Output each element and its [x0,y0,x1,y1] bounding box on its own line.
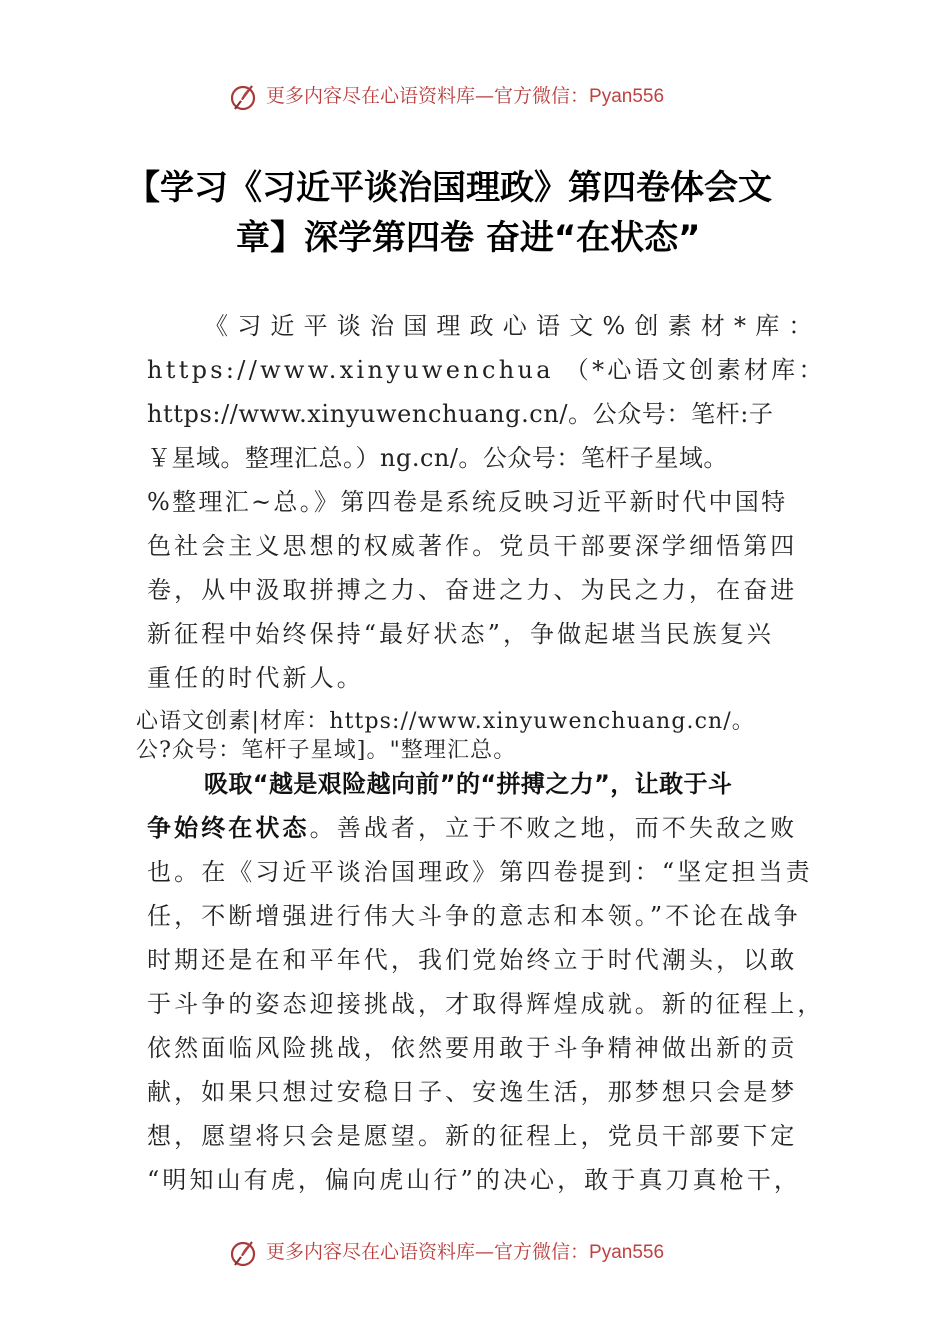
para2-heading-end: 争始终在状态 [147,814,310,842]
feather-logo-icon [226,82,260,112]
para2-heading-line: 吸取“越是艰险越向前”的“拼搏之力”，让敢于斗 [204,770,733,798]
para1-line: 卷，从中汲取拼搏之力、奋进之力、为民之力，在奋进 [147,576,798,604]
para1-line: ￥星域。整理汇总。）ng.cn/。公众号：笔杆子星域。 [147,444,728,472]
para2-line [147,812,797,844]
document-title-line-2: 章】深学第四卷 奋进“在状态” [236,218,701,258]
banner-label: 更多内容尽在心语资料库—官方微信： [266,1241,590,1263]
banner-text [266,82,664,111]
para1-line: %整理汇~总。》第四卷是系统反映习近平新时代中国特 [147,488,788,516]
para1-line: 《习近平谈治国理政心语文%创素材*库： [204,312,822,340]
para1-line: https://www.xinyuwenchua （*心语文创素材库： [147,356,826,384]
document-title-line-1: 【学习《习近平谈治国理政》第四卷体会文 [126,168,772,208]
para2-line: 于斗争的姿态迎接挑战，才取得辉煌成就。新的征程上， [147,990,825,1018]
watermark-banner-bottom [0,1232,950,1272]
para1-line: 新征程中始终保持“最好状态”，争做起堪当民族复兴 [147,620,774,648]
para1-line: 色社会主义思想的权威著作。党员干部要深学细悟第四 [147,532,798,560]
feather-logo-icon [226,1238,260,1268]
para1-line: https://www.xinyuwenchuang.cn/。公众号：笔杆:子 [147,400,774,428]
note-line: 公?众号：笔杆子星域]。"整理汇总。 [136,738,517,763]
watermark-banner-top [0,76,950,116]
wechat-id: Pyan556 [589,86,665,107]
para2-line: 依然面临风险挑战，依然要用敢于斗争精神做出新的贡 [147,1034,798,1062]
wechat-id: Pyan556 [589,1242,665,1263]
para2-line: 献，如果只想过安稳日子、安逸生活，那梦想只会是梦 [147,1078,798,1106]
para2-line: 想，愿望将只会是愿望。新的征程上，党员干部要下定 [147,1122,798,1150]
para2-text: 。善战者，立于不败之地，而不失敌之败 [309,814,798,842]
para2-line: 时期还是在和平年代，我们党始终立于时代潮头，以敢 [147,946,798,974]
para2-line: 也。在《习近平谈治国理政》第四卷提到：“坚定担当责 [147,858,813,886]
para2-line: “明知山有虎，偏向虎山行”的决心，敢于真刀真枪干， [147,1166,802,1194]
banner-text [266,1238,664,1267]
para1-line: 重任的时代新人。 [147,664,364,692]
banner-label: 更多内容尽在心语资料库—官方微信： [266,85,590,107]
note-line: 心语文创素|材库：https://www.xinyuwenchuang.cn/。 [136,709,755,734]
para2-line: 任，不断增强进行伟大斗争的意志和本领。”不论在战争 [147,902,801,930]
